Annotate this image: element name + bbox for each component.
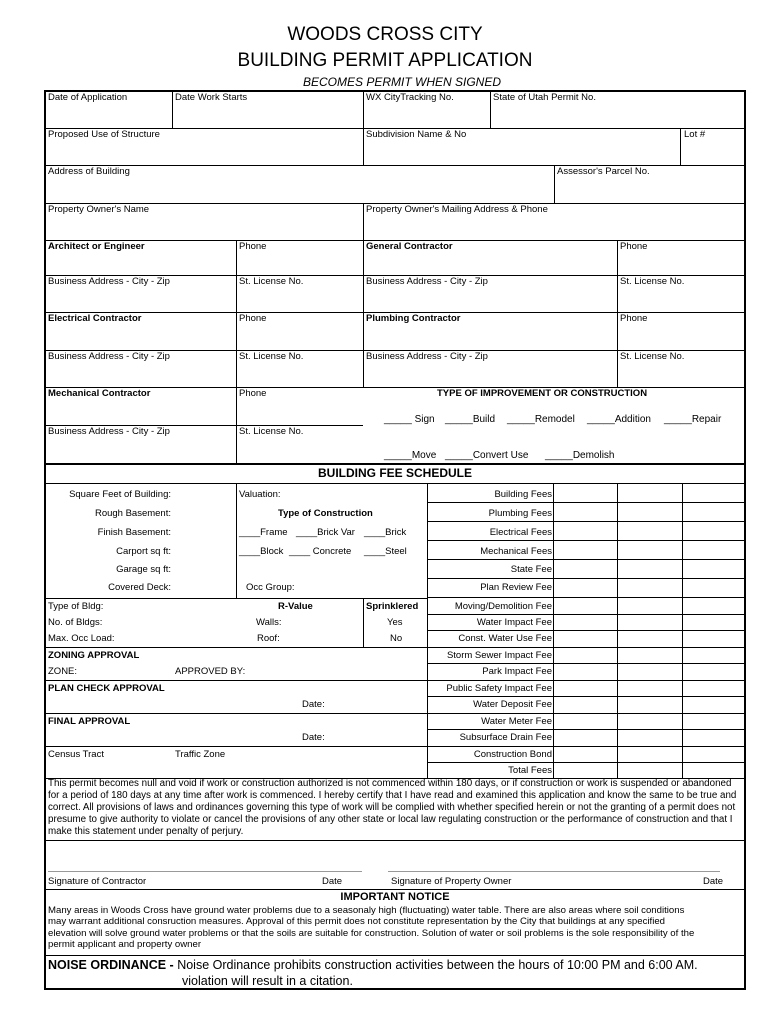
architect-phone-label: Phone bbox=[239, 241, 267, 252]
walls-label: Walls: bbox=[256, 617, 282, 628]
assessor-label: Assessor's Parcel No. bbox=[557, 166, 650, 177]
signature-owner-label: Signature of Property Owner bbox=[391, 876, 512, 887]
certification-text: This permit becomes null and void if work or construction authorized is not commenced within 180 days, or if construction or work is suspended or abandoned for a period of 180 days at any time after work is commenced. I hereby certify that I have read and examined this application and know the same to be true and correct. All provisions of laws and ordinances governing this type of work will be complied with whether specified herein or not the granting of a permit does not presume to give authority to violate or cancel the provisions of any other state or local law regulating construction or the performance of construction and that I make this statement under penalty of perjury. bbox=[48, 778, 737, 837]
sprinklered-yes: Yes bbox=[387, 617, 403, 628]
architect-label: Architect or Engineer bbox=[48, 241, 145, 252]
finish-basement-label: Finish Basement: bbox=[97, 527, 171, 538]
fee-subsurface-drain: Subsurface Drain Fee bbox=[459, 732, 552, 743]
improvement-repair: _____Repair bbox=[664, 414, 722, 425]
plumbing-phone-label: Phone bbox=[620, 313, 648, 324]
sqft-building-label: Square Feet of Building: bbox=[69, 489, 171, 500]
fee-schedule-title: BUILDING FEE SCHEDULE bbox=[317, 466, 472, 480]
notice-title: IMPORTANT NOTICE bbox=[340, 891, 450, 903]
wx-tracking-label: WX CityTracking No. bbox=[366, 92, 454, 103]
improvement-move: _____Move bbox=[384, 450, 437, 461]
fee-park-impact: Park Impact Fee bbox=[482, 666, 552, 677]
fee-building: Building Fees bbox=[494, 489, 552, 500]
city-title: WOODS CROSS CITY bbox=[287, 24, 483, 45]
rough-basement-label: Rough Basement: bbox=[94, 508, 171, 519]
improvement-convert-use: _____Convert Use bbox=[445, 450, 529, 461]
state-permit-label: State of Utah Permit No. bbox=[493, 92, 596, 103]
type-of-construction-label: Type of Construction bbox=[278, 508, 373, 519]
fee-water-impact: Water Impact Fee bbox=[476, 617, 552, 628]
garage-label: Garage sq ft: bbox=[116, 564, 171, 575]
date-of-application-label: Date of Application bbox=[48, 92, 128, 103]
concrete-option: ____ Concrete bbox=[289, 546, 352, 557]
brick-var-option: ____Brick Var bbox=[296, 527, 355, 538]
traffic-zone-label: Traffic Zone bbox=[175, 749, 226, 760]
valuation-label: Valuation: bbox=[239, 489, 281, 500]
roof-label: Roof: bbox=[257, 633, 280, 644]
zone-label: ZONE: bbox=[48, 666, 78, 677]
fee-plan-review: Plan Review Fee bbox=[480, 582, 552, 593]
type-bldg-label: Type of Bldg: bbox=[48, 601, 104, 612]
form-title: BUILDING PERMIT APPLICATION bbox=[237, 50, 533, 71]
mechanical-phone-label: Phone bbox=[239, 388, 267, 399]
sprinklered-no: No bbox=[390, 633, 403, 644]
plan-check-date-label: Date: bbox=[302, 699, 325, 710]
max-occ-label: Max. Occ Load: bbox=[48, 633, 115, 644]
electrical-address-label: Business Address - City - Zip bbox=[48, 351, 170, 362]
plumbing-address-label: Business Address - City - Zip bbox=[366, 351, 488, 362]
fee-storm-sewer: Storm Sewer Impact Fee bbox=[446, 650, 552, 661]
lot-label: Lot # bbox=[684, 129, 706, 140]
noise-violation: violation will result in a citation. bbox=[182, 974, 353, 988]
no-bldgs-label: No. of Bldgs: bbox=[48, 617, 103, 628]
brick-option: ____Brick bbox=[364, 527, 407, 538]
approved-by-label: APPROVED BY: bbox=[175, 666, 246, 677]
improvement-remodel: _____Remodel bbox=[507, 414, 575, 425]
electrical-license-label: St. License No. bbox=[239, 351, 304, 362]
covered-deck-label: Covered Deck: bbox=[108, 582, 171, 593]
electrical-label: Electrical Contractor bbox=[48, 313, 142, 324]
mechanical-label: Mechanical Contractor bbox=[48, 388, 151, 399]
proposed-use-label: Proposed Use of Structure bbox=[48, 129, 160, 140]
census-tract-label: Census Tract bbox=[48, 749, 104, 760]
plumbing-license-label: St. License No. bbox=[620, 351, 685, 362]
architect-address-label: Business Address - City - Zip bbox=[48, 276, 170, 287]
improvement-build: _____Build bbox=[445, 414, 496, 425]
carport-label: Carport sq ft: bbox=[116, 546, 171, 557]
address-label: Address of Building bbox=[48, 166, 130, 177]
improvement-demolish: _____Demolish bbox=[545, 450, 615, 461]
date-work-starts-label: Date Work Starts bbox=[175, 92, 248, 103]
frame-option: ____Frame bbox=[239, 527, 288, 538]
notice-text: Many areas in Woods Cross have ground water problems due to a seasonaly high (fluctuating) water table. There are also areas where soil conditions may warrant additional consruction measures. Approval of this permit does not constitute representation by the City that buildings at any specified elevation will solve ground water problems or that the soils are suitable for construction. Solution of water or soil problems is the sole responsibility of the permit applicant and property owner bbox=[48, 905, 695, 951]
improvement-sign: _____ Sign bbox=[384, 414, 435, 425]
fee-electrical: Electrical Fees bbox=[489, 527, 552, 538]
fee-mechanical: Mechanical Fees bbox=[480, 546, 552, 557]
owner-date-label: Date bbox=[703, 876, 724, 887]
zoning-approval-label: ZONING APPROVAL bbox=[48, 650, 140, 661]
mechanical-address-label: Business Address - City - Zip bbox=[48, 426, 170, 437]
fee-moving-demolition: Moving/Demolition Fee bbox=[454, 601, 552, 612]
occ-group-label: Occ Group: bbox=[246, 582, 295, 593]
general-license-label: St. License No. bbox=[620, 276, 685, 287]
fee-water-deposit: Water Deposit Fee bbox=[473, 699, 552, 710]
fee-total: Total Fees bbox=[508, 765, 552, 776]
form-subtitle: BECOMES PERMIT WHEN SIGNED bbox=[303, 75, 502, 89]
sprinklered-label: Sprinklered bbox=[366, 601, 419, 612]
steel-option: ____Steel bbox=[364, 546, 407, 557]
mechanical-license-label: St. License No. bbox=[239, 426, 304, 437]
fee-const-water: Const. Water Use Fee bbox=[458, 633, 552, 644]
general-contractor-label: General Contractor bbox=[366, 241, 453, 252]
improvement-title: TYPE OF IMPROVEMENT OR CONSTRUCTION bbox=[437, 388, 648, 399]
plan-check-label: PLAN CHECK APPROVAL bbox=[48, 683, 165, 694]
architect-license-label: St. License No. bbox=[239, 276, 304, 287]
general-address-label: Business Address - City - Zip bbox=[366, 276, 488, 287]
electrical-phone-label: Phone bbox=[239, 313, 267, 324]
r-value-label: R-Value bbox=[278, 601, 313, 612]
owner-address-label: Property Owner's Mailing Address & Phone bbox=[366, 204, 548, 215]
fee-water-meter: Water Meter Fee bbox=[481, 716, 552, 727]
noise-ordinance: NOISE ORDINANCE - Noise Ordinance prohibits construction activities between the hours of 10:00 PM and 6:00 AM. bbox=[48, 958, 698, 972]
signature-contractor-label: Signature of Contractor bbox=[48, 876, 147, 887]
subdivision-label: Subdivision Name & No bbox=[366, 129, 467, 140]
final-approval-label: FINAL APPROVAL bbox=[48, 716, 131, 727]
fee-public-safety: Public Safety Impact Fee bbox=[446, 683, 552, 694]
block-option: ____Block bbox=[239, 546, 284, 557]
final-approval-date-label: Date: bbox=[302, 732, 325, 743]
fee-plumbing: Plumbing Fees bbox=[488, 508, 552, 519]
contractor-date-label: Date bbox=[322, 876, 343, 887]
plumbing-label: Plumbing Contractor bbox=[366, 313, 461, 324]
improvement-addition: _____Addition bbox=[587, 414, 651, 425]
general-phone-label: Phone bbox=[620, 241, 648, 252]
fee-construction-bond: Construction Bond bbox=[473, 749, 552, 760]
fee-state: State Fee bbox=[510, 564, 552, 575]
owner-name-label: Property Owner's Name bbox=[48, 204, 150, 215]
